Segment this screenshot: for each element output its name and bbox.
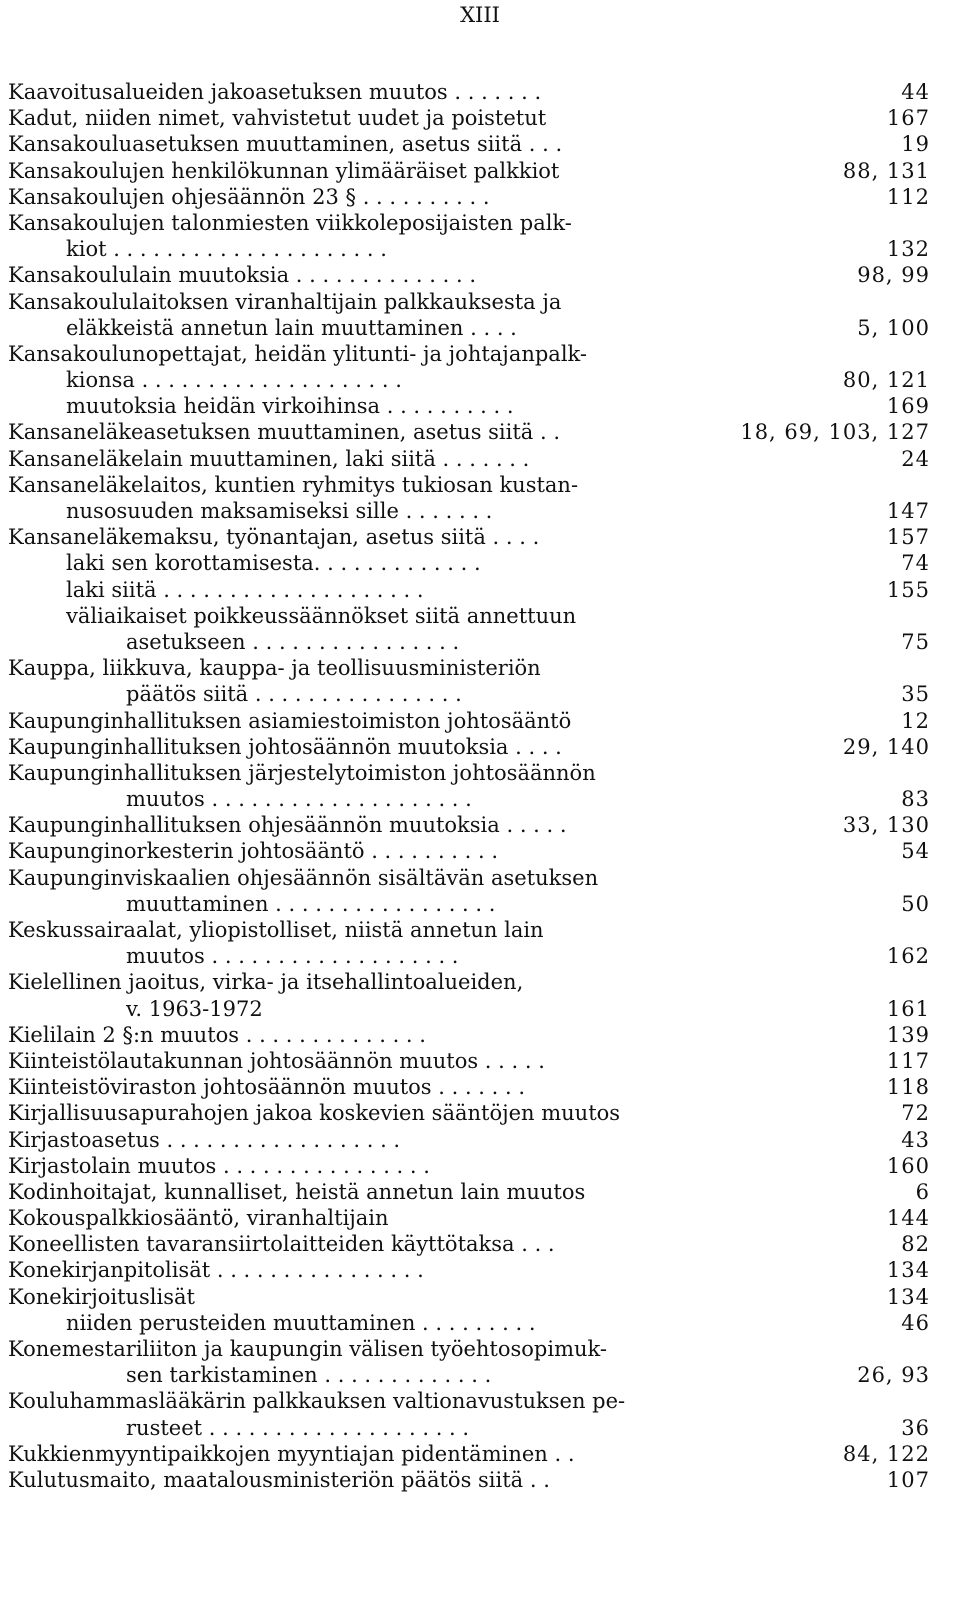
entry-pages: 98, 99 xyxy=(857,263,930,288)
index-entry xyxy=(8,943,930,969)
entry-text: Kansaneläkelaitos, kuntien ryhmitys tukiosan kustan- xyxy=(8,472,579,497)
entry-text: Konemestariliiton ja kaupungin välisen työehtosopimuk- xyxy=(8,1337,607,1361)
entry-text: Kaupunginhallituksen johtosäännön muutoksia . . . . xyxy=(8,734,562,759)
entry-text: Kansakouluasetuksen muuttaminen, asetus siitä . . . xyxy=(8,132,563,157)
entry-text: Kadut, niiden nimet, vahvistetut uudet ja poistetut xyxy=(8,106,547,131)
index-entry xyxy=(8,393,930,419)
entry-text: Kirjallisuusapurahojen jakoa koskevien sääntöjen muutos xyxy=(8,1101,621,1126)
index-entry xyxy=(8,812,930,838)
entry-pages: 74 xyxy=(901,551,930,576)
entry-text: asetukseen . . . . . . . . . . . . . . . . xyxy=(126,629,460,654)
entry-text: Kansakoululain muutoksia . . . . . . . . . . . . . . xyxy=(8,263,477,288)
index-entry xyxy=(8,524,930,550)
index-entry xyxy=(8,315,930,341)
entry-text: Kirjastoasetus . . . . . . . . . . . . . . . . . . xyxy=(8,1127,401,1152)
entry-pages: 132 xyxy=(886,237,930,262)
entry-text: sen tarkistaminen . . . . . . . . . . . . . xyxy=(126,1363,492,1388)
index-entry xyxy=(8,681,930,707)
entry-pages: 162 xyxy=(886,944,930,969)
entry-text: Kaupunginhallituksen järjestelytoimiston johtosäännön xyxy=(8,760,596,785)
entry-pages: 155 xyxy=(886,577,930,602)
index-entry xyxy=(8,131,930,157)
entry-text: Keskussairaalat, yliopistolliset, niistä annetun lain xyxy=(8,918,544,942)
index-entry xyxy=(8,1284,930,1310)
index-entry xyxy=(8,184,930,210)
index-entry xyxy=(8,1310,930,1336)
entry-text: Kansaneläkemaksu, työnantajan, asetus siitä . . . . xyxy=(8,525,540,550)
index-entry xyxy=(8,79,930,105)
index-entry xyxy=(8,1205,930,1231)
index-entry xyxy=(8,1231,930,1257)
index-entry xyxy=(8,1022,930,1048)
index-entry xyxy=(8,1467,930,1493)
entry-text: niiden perusteiden muuttaminen . . . . . . . . . xyxy=(66,1310,536,1335)
entry-pages: 84, 122 xyxy=(842,1441,930,1466)
entry-pages: 35 xyxy=(901,682,930,707)
entry-text: laki siitä . . . . . . . . . . . . . . . . . . . . xyxy=(66,577,424,602)
index-entry xyxy=(8,1100,930,1126)
index-entry xyxy=(8,1127,930,1153)
entry-text: Kansakoulujen talonmiesten viikkoleposijaisten palk- xyxy=(8,210,572,235)
index-entry xyxy=(8,236,930,262)
index-entry xyxy=(8,158,930,184)
entry-text: Kauppa, liikkuva, kauppa- ja teollisuusministeriön xyxy=(8,656,541,681)
entry-text: Kaupunginhallituksen ohjesäännön muutoksia . . . . . xyxy=(8,813,567,838)
index-entry xyxy=(8,1074,930,1100)
entry-pages: 82 xyxy=(901,1232,930,1257)
entry-pages: 112 xyxy=(886,184,930,209)
entry-pages: 72 xyxy=(901,1101,930,1126)
entry-pages: 33, 130 xyxy=(842,813,930,838)
entry-text: v. 1963-1972 xyxy=(126,996,263,1021)
entry-text: Kansakoulujen henkilökunnan ylimääräiset palkkiot xyxy=(8,158,560,183)
entry-text: Kirjastolain muutos . . . . . . . . . . . . . . . . xyxy=(8,1153,430,1178)
index-entry xyxy=(8,419,930,445)
entry-pages: 83 xyxy=(901,787,930,812)
entry-pages: 167 xyxy=(886,106,930,131)
index-entry xyxy=(8,760,930,786)
entry-pages: 19 xyxy=(901,132,930,157)
index-entry xyxy=(8,786,930,812)
entry-pages: 18, 69, 103, 127 xyxy=(740,420,930,445)
index-entry xyxy=(8,655,930,681)
entry-pages: 118 xyxy=(886,1075,930,1100)
index-entry xyxy=(8,472,930,498)
entry-pages: 43 xyxy=(901,1127,930,1152)
entry-pages: 44 xyxy=(901,80,930,104)
entry-pages: 134 xyxy=(886,1258,930,1283)
index-entry xyxy=(8,734,930,760)
index-entry xyxy=(8,917,930,943)
entry-text: Kansakoulunopettajat, heidän ylitunti- ja johtajanpalk- xyxy=(8,341,587,366)
index-entry xyxy=(8,969,930,995)
entry-pages: 161 xyxy=(886,996,930,1021)
index-entry xyxy=(8,341,930,367)
index-entry xyxy=(8,629,930,655)
entry-text: Koneellisten tavaransiirtolaitteiden käyttötaksa . . . xyxy=(8,1232,555,1257)
entry-text: muutos . . . . . . . . . . . . . . . . . . . xyxy=(126,944,459,969)
entry-text: Kaupunginorkesterin johtosääntö . . . . . . . . . . xyxy=(8,839,499,864)
entry-pages: 6 xyxy=(915,1179,930,1204)
entry-text: Kansaneläkelain muuttaminen, laki siitä . . . . . . . xyxy=(8,446,530,471)
entry-text: muutos . . . . . . . . . . . . . . . . . . . . xyxy=(126,787,472,812)
index-entry xyxy=(8,367,930,393)
page-number: XIII xyxy=(460,3,500,27)
entry-text: Kiinteistöviraston johtosäännön muutos . . . . . . . xyxy=(8,1075,526,1100)
index-entry xyxy=(8,498,930,524)
entry-text: Konekirjanpitolisät . . . . . . . . . . . . . . . . xyxy=(8,1258,424,1283)
entry-pages: 107 xyxy=(886,1467,930,1492)
index-entry xyxy=(8,838,930,864)
entry-text: muutoksia heidän virkoihinsa . . . . . . . . . . xyxy=(66,394,514,419)
entry-text: Kansakoululaitoksen viranhaltijain palkkauksesta ja xyxy=(8,289,562,314)
entry-text: Kukkienmyyntipaikkojen myyntiajan pidentäminen . . xyxy=(8,1441,575,1466)
entry-text: Kaupunginviskaalien ohjesäännön sisältävän asetuksen xyxy=(8,865,599,890)
entry-pages: 12 xyxy=(901,708,930,733)
index-entry xyxy=(8,1362,930,1388)
entry-pages: 50 xyxy=(901,891,930,916)
index-entry xyxy=(8,1441,930,1467)
index-entry xyxy=(8,289,930,315)
entry-pages: 75 xyxy=(901,629,930,654)
index-entry xyxy=(8,105,930,131)
entry-text: eläkkeistä annetun lain muuttaminen . . . . xyxy=(66,315,517,340)
index-entry xyxy=(8,1415,930,1441)
entry-text: Kansaneläkeasetuksen muuttaminen, asetus siitä . . xyxy=(8,420,561,445)
index-entry xyxy=(8,865,930,891)
index-entry xyxy=(8,1388,930,1414)
entry-pages: 24 xyxy=(901,446,930,471)
index-list xyxy=(8,79,930,1493)
entry-pages: 80, 121 xyxy=(842,368,930,393)
entry-text: kiot . . . . . . . . . . . . . . . . . . . . . xyxy=(66,237,387,262)
entry-text: rusteet . . . . . . . . . . . . . . . . . . . . xyxy=(126,1415,470,1440)
entry-pages: 134 xyxy=(886,1284,930,1309)
index-entry xyxy=(8,603,930,629)
entry-text: Kulutusmaito, maatalousministeriön päätös siitä . . xyxy=(8,1467,550,1492)
entry-pages: 54 xyxy=(901,839,930,864)
entry-text: nusosuuden maksamiseksi sille . . . . . . . xyxy=(66,499,493,523)
entry-pages: 147 xyxy=(886,499,930,523)
entry-text: Kokouspalkkiosääntö, viranhaltijain xyxy=(8,1206,389,1231)
entry-pages: 144 xyxy=(886,1206,930,1231)
entry-text: laki sen korottamisesta. . . . . . . . . . . . . xyxy=(66,551,481,576)
entry-text: Kaupunginhallituksen asiamiestoimiston johtosääntö xyxy=(8,708,572,733)
entry-pages: 88, 131 xyxy=(842,158,930,183)
index-entry xyxy=(8,262,930,288)
entry-pages: 160 xyxy=(886,1153,930,1178)
entry-pages: 139 xyxy=(886,1022,930,1047)
index-entry xyxy=(8,1048,930,1074)
index-entry xyxy=(8,446,930,472)
entry-text: muuttaminen . . . . . . . . . . . . . . . . . xyxy=(126,891,496,916)
index-entry xyxy=(8,577,930,603)
entry-text: kionsa . . . . . . . . . . . . . . . . . . . . xyxy=(66,368,402,393)
entry-pages: 26, 93 xyxy=(857,1363,930,1388)
entry-text: Kiinteistölautakunnan johtosäännön muutos . . . . . xyxy=(8,1048,545,1073)
index-entry xyxy=(8,1257,930,1283)
index-entry xyxy=(8,708,930,734)
index-entry xyxy=(8,996,930,1022)
index-entry xyxy=(8,891,930,917)
entry-pages: 29, 140 xyxy=(842,734,930,759)
entry-text: Kaavoitusalueiden jakoasetuksen muutos . . . . . . . xyxy=(8,80,542,104)
entry-text: Kansakoulujen ohjesäännön 23 § . . . . . . . . . . xyxy=(8,184,490,209)
index-entry xyxy=(8,550,930,576)
index-entry xyxy=(8,1179,930,1205)
entry-pages: 5, 100 xyxy=(857,315,930,340)
entry-pages: 117 xyxy=(886,1048,930,1073)
entry-text: päätös siitä . . . . . . . . . . . . . . . . xyxy=(126,682,462,707)
entry-pages: 169 xyxy=(886,394,930,419)
index-entry xyxy=(8,210,930,236)
entry-text: Kodinhoitajat, kunnalliset, heistä annetun lain muutos xyxy=(8,1179,586,1204)
entry-text: Kielilain 2 §:n muutos . . . . . . . . . . . . . . xyxy=(8,1022,426,1047)
index-entry xyxy=(8,1336,930,1362)
entry-pages: 46 xyxy=(901,1310,930,1335)
entry-pages: 157 xyxy=(886,525,930,550)
entry-text: Kielellinen jaoitus, virka- ja itsehallintoalueiden, xyxy=(8,970,524,995)
entry-text: Kouluhammaslääkärin palkkauksen valtionavustuksen pe- xyxy=(8,1389,626,1414)
entry-text: Konekirjoituslisät xyxy=(8,1284,195,1309)
index-entry xyxy=(8,1153,930,1179)
entry-pages: 36 xyxy=(901,1415,930,1440)
entry-text: väliaikaiset poikkeussäännökset siitä annettuun xyxy=(66,603,577,628)
